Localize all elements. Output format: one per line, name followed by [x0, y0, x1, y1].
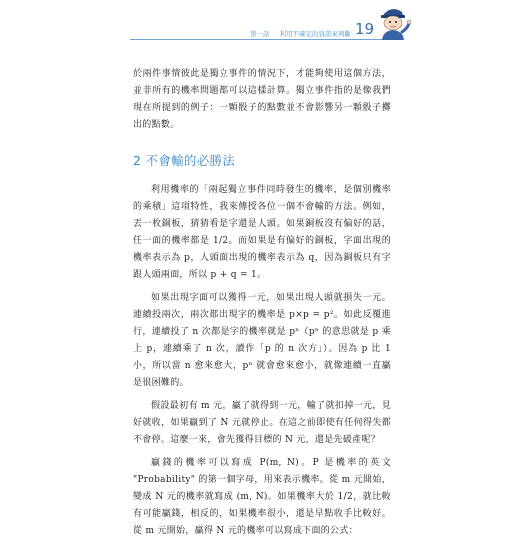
- intro-paragraph: 於兩件事情彼此是獨立事件的情況下，才能夠使用這個方法，並非所有的機率問題都可以這樣計算。獨立事件指的是像我們現在所提到的例子：一顆骰子的點數並不會影響另一顆骰子擲出的點數。: [133, 69, 391, 130]
- running-header: [250, 29, 361, 38]
- body-paragraph: 贏錢的機率可以寫成 P(m, N)。P 是機率的英文 "Probability" 的第一個字母，用來表示機率。從 m 元開始，變成 N 元的機率就寫成 (m, N)。如果機率大於 1/2，就比較有可能贏錢，相反的，如果機率很小，還是早點收手比較好。從 m 元開始，贏得 N 元的機率可以寫成下面的公式：: [133, 458, 391, 536]
- chapter-title: 利用不確定的資訊來判斷: [279, 30, 351, 38]
- body-paragraph: 如果出現字面可以獲得一元，如果出現人頭就損失一元。連續投兩次，兩次都出現字的機率是 p×p = p²。如此反覆進行，連續投了 n 次都是字的機率就是 pⁿ（pⁿ 的意思就是 p 乘上 p，連續乘了 n 次，讀作「p 的 n 次方」）。因為 p 比 1 小，所以當 n 愈來愈大，pⁿ 就會愈來愈小，就像連續一直贏是很困難的。: [133, 293, 391, 388]
- section-heading: 2 不會輸的必勝法: [133, 153, 236, 168]
- body-paragraph: 假設最初有 m 元，贏了就得到一元，輸了就扣掉一元，見好就收，如果贏到了 N 元就停止。在這之前即使有任何得失都不會停。這麼一來，會先獲得目標的 N 元，還是先破產呢？: [133, 401, 391, 445]
- page-header: [0, 0, 520, 50]
- body-paragraph: 利用機率的「兩起獨立事件同時發生的機率，是個別機率的乘積」這項特性，我來傳授各位一個不會輸的方法。例如，丟一枚銅板，猜猜看是字還是人頭。如果銅板沒有偏好的話，任一面的機率都是 1/2。而如果是有偏好的銅板，字面出現的機率表示為 p，人頭面出現的機率表示為 q，因為銅板只有字跟人頭兩面，所以 p + q = 1。: [133, 185, 391, 280]
- page-number: 19: [355, 20, 375, 38]
- mascot-figure-icon: [372, 4, 412, 40]
- chapter-label: 第一話: [250, 30, 270, 38]
- page-body: [133, 66, 391, 540]
- header-rule: [130, 39, 400, 40]
